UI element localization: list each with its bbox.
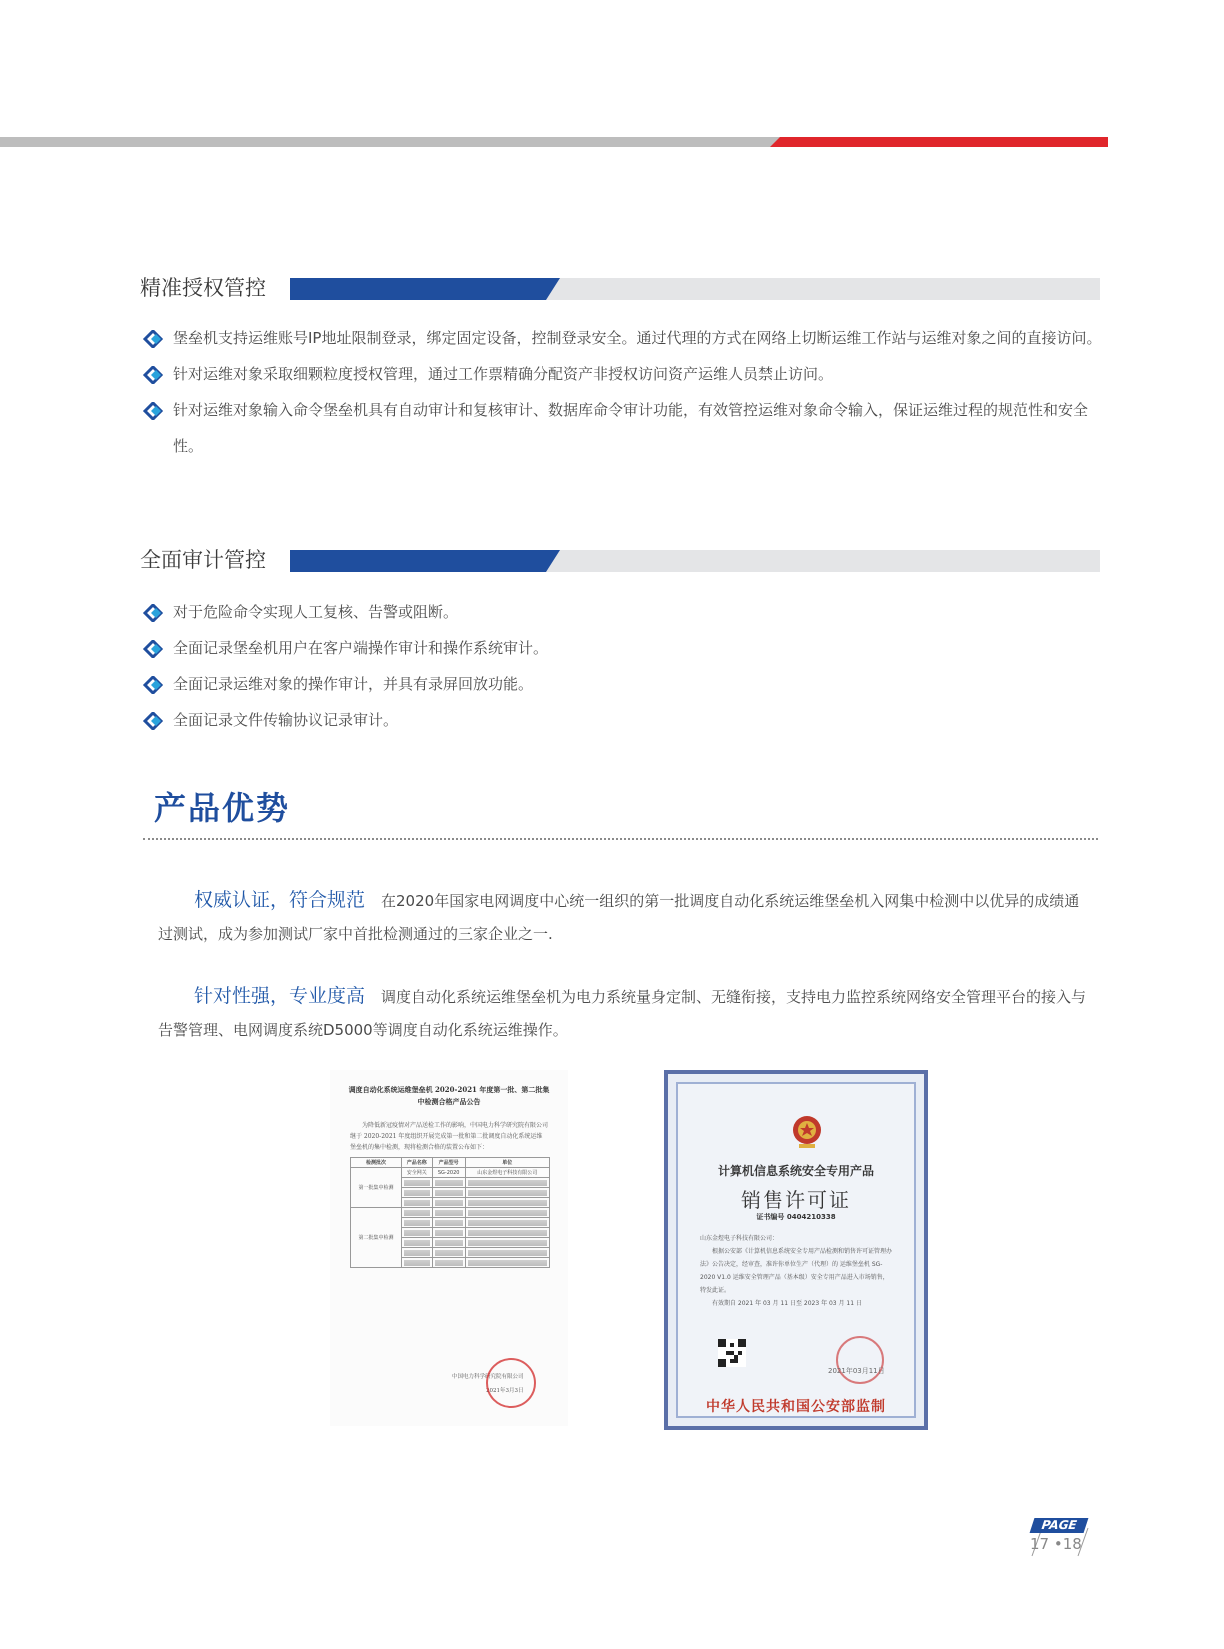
advantage-paragraph bbox=[158, 980, 1093, 1047]
list-item: 对于危险命令实现人工复核、告警或阻断。 bbox=[143, 594, 1103, 630]
sales-license-certificate-image bbox=[664, 1070, 928, 1430]
diamond-bullet-icon bbox=[143, 330, 165, 348]
table-header: 产品名称 bbox=[401, 1158, 432, 1168]
cert-number: 证书编号 0404210338 bbox=[756, 1213, 836, 1221]
diamond-bullet-icon bbox=[143, 640, 165, 658]
diamond-bullet-icon bbox=[143, 402, 165, 420]
advantage-text: 调度自动化系统运维堡垒机为电力系统量身定制、无缝衔接，支持电力监控系统网络安全管理平台的接入与告警管理、电网调度系统D5000等调度自动化系统运维操作。 bbox=[158, 988, 1087, 1039]
section-title: 全面审计管控 bbox=[140, 548, 266, 572]
national-emblem-icon bbox=[790, 1114, 824, 1150]
red-seal-stamp bbox=[836, 1336, 884, 1384]
list-item: 全面记录堡垒机用户在客户端操作审计和操作系统审计。 bbox=[143, 630, 1103, 666]
list-item: 堡垒机支持运维账号IP地址限制登录，绑定固定设备，控制登录安全。通过代理的方式在网络上切断运维工作站与运维对象之间的直接访问。 bbox=[143, 320, 1103, 356]
page-label: PAGE bbox=[1030, 1518, 1089, 1533]
qr-code-icon bbox=[718, 1339, 746, 1367]
cert-body: 山东金煜电子科技有限公司： 根据公安部《计算机信息系统安全专用产品检测和销售许可证管理办法》公告决定，经审查，准许你单位生产（代理）的 运维堡垒机 SG-2020 V1.0 运维安全管理产品（基本级）安全专用产品进入市场销售，特发此证。 有效期自 2021 年 03 月 11 日至 2023 年 03 月 11 日 bbox=[700, 1235, 893, 1307]
table-header: 产品型号 bbox=[432, 1158, 465, 1168]
notice-title: 调度自动化系统运维堡垒机 2020-2021 年度第一批、第二批集中检测合格产品公告 bbox=[348, 1085, 550, 1106]
cert-title: 销售许可证 bbox=[741, 1188, 851, 1212]
section-header-full-audit bbox=[140, 548, 1100, 572]
list-item: 针对运维对象采取细颗粒度授权管理，通过工作票精确分配资产非授权访问资产运维人员禁止访问。 bbox=[143, 356, 1103, 392]
notice-body: 为降低新冠疫情对产品送检工作的影响，中国电力科学研究院有限公司继于 2020-2021 年度组织开展完成第一批和第二批调度自动化系统运维堡垒机的集中检测，现将检测合格的装置公布如下： bbox=[350, 1122, 549, 1151]
cert-date: 2021年03月11日 bbox=[828, 1367, 885, 1375]
advantage-keyword: 针对性强，专业度高 bbox=[194, 985, 366, 1007]
list-item: 全面记录运维对象的操作审计，并具有录屏回放功能。 bbox=[143, 666, 1103, 702]
red-seal-stamp bbox=[486, 1358, 536, 1408]
page-number bbox=[1020, 1518, 1092, 1558]
diamond-bullet-icon bbox=[143, 366, 165, 384]
table-row: 第一批集中检测 安全网关 SG-2020 山东金煜电子科技有限公司 bbox=[351, 1168, 550, 1178]
section-title-bar bbox=[290, 550, 1100, 572]
test-notice-document-image bbox=[330, 1070, 568, 1426]
list-item: 全面记录文件传输协议记录审计。 bbox=[143, 702, 1103, 738]
diamond-bullet-icon bbox=[143, 712, 165, 730]
diamond-bullet-icon bbox=[143, 676, 165, 694]
advantage-text: 在2020年国家电网调度中心统一组织的第一批调度自动化系统运维堡垒机入网集中检测中以优异的成绩通过测试，成为参加测试厂家中首批检测通过的三家企业之一. bbox=[158, 892, 1080, 943]
section-title-bar bbox=[290, 278, 1100, 300]
bullet-list-full-audit bbox=[143, 594, 1103, 738]
notice-signature: 中国电力科学研究院有限公司 2021年3月3日 bbox=[452, 1374, 524, 1394]
advantage-keyword: 权威认证，符合规范 bbox=[194, 889, 366, 911]
top-decor-bar bbox=[0, 137, 1108, 147]
diamond-bullet-icon bbox=[143, 604, 165, 622]
advantages-title: 产品优势 bbox=[154, 789, 291, 827]
cert-issuer: 中华人民共和国公安部监制 bbox=[706, 1399, 886, 1415]
section-header-precise-auth bbox=[140, 276, 1100, 300]
table-header: 检测批次 bbox=[351, 1158, 402, 1168]
advantage-paragraph bbox=[158, 884, 1093, 951]
section-title: 精准授权管控 bbox=[140, 276, 266, 300]
cert-line1: 计算机信息系统安全专用产品 bbox=[717, 1164, 874, 1178]
page-numbers: 17 •18 bbox=[1030, 1535, 1082, 1553]
dotted-divider bbox=[143, 838, 1098, 840]
table-row: 第二批集中检测 bbox=[351, 1208, 550, 1218]
bullet-list-precise-auth bbox=[143, 320, 1103, 464]
notice-table bbox=[350, 1157, 550, 1268]
list-item: 针对运维对象输入命令堡垒机具有自动审计和复核审计、数据库命令审计功能，有效管控运维对象命令输入，保证运维过程的规范性和安全性。 bbox=[143, 392, 1103, 464]
table-header: 单位 bbox=[465, 1158, 549, 1168]
